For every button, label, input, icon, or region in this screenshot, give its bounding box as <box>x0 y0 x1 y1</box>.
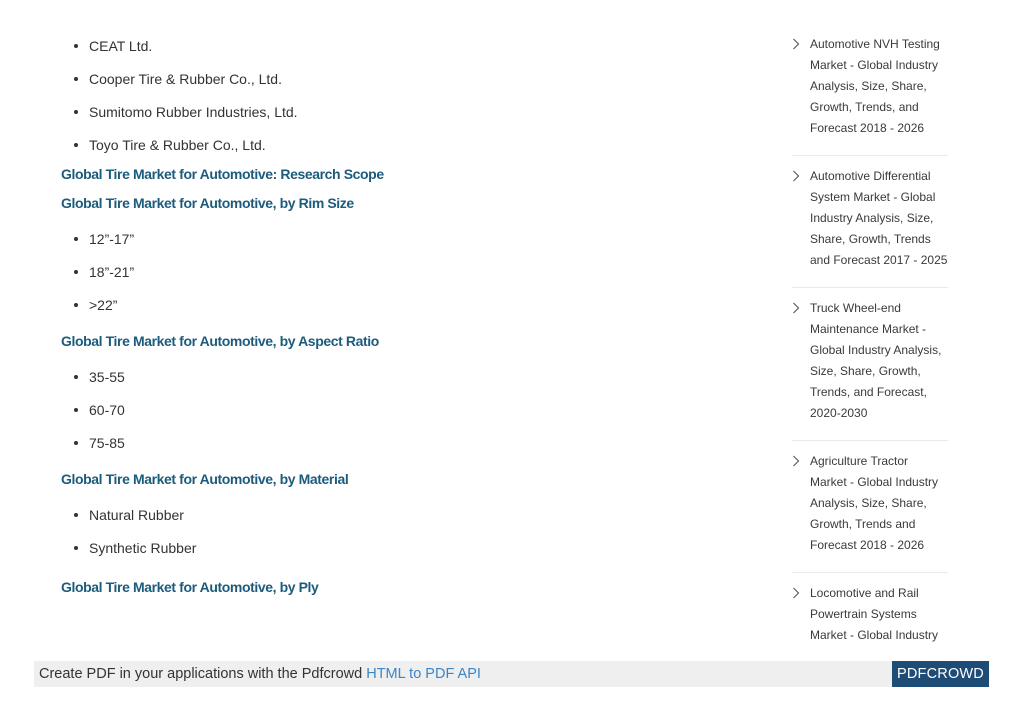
related-reports-sidebar <box>792 34 948 656</box>
list-item: Synthetic Rubber <box>61 538 761 577</box>
list-item: >22” <box>61 295 761 331</box>
chevron-right-icon <box>792 587 800 599</box>
list-item: Toyo Tire & Rubber Co., Ltd. <box>61 135 761 164</box>
ply-heading: Global Tire Market for Automotive, by Ply <box>61 579 319 595</box>
sidebar-item-link[interactable]: Automotive NVH Testing Market - Global Industry Analysis, Size, Share, Growth, Trends, and Forecast 2018 - 2026 <box>810 37 940 135</box>
sidebar-item[interactable] <box>792 451 948 573</box>
pdfcrowd-brand-button[interactable]: PDFCROWD <box>892 661 989 687</box>
rim-size-heading: Global Tire Market for Automotive, by Rim Size <box>61 195 354 211</box>
sidebar-item-link[interactable]: Agriculture Tractor Market - Global Industry Analysis, Size, Share, Growth, Trends and Forecast 2018 - 2026 <box>810 454 939 552</box>
chevron-right-icon <box>792 302 800 314</box>
main-content <box>61 36 761 597</box>
sidebar-item-link[interactable]: Automotive Differential System Market - Global Industry Analysis, Size, Share, Growth, Trends and Forecast 2017 - 2025 <box>810 169 948 267</box>
footer-text <box>39 665 481 683</box>
aspect-ratio-list <box>61 367 761 469</box>
list-item: 18”-21” <box>61 262 761 295</box>
aspect-ratio-heading: Global Tire Market for Automotive, by Aspect Ratio <box>61 333 379 349</box>
sidebar-item[interactable] <box>792 583 948 646</box>
chevron-right-icon <box>792 170 800 182</box>
list-item: 12”-17” <box>61 229 761 262</box>
company-list <box>61 36 761 164</box>
chevron-right-icon <box>792 38 800 50</box>
sidebar-item[interactable] <box>792 166 948 288</box>
material-list <box>61 505 761 577</box>
list-item: 75-85 <box>61 433 761 469</box>
sidebar-item-link[interactable]: Truck Wheel-end Maintenance Market - Global Industry Analysis, Size, Share, Growth, Trends, and Forecast, 2020-2030 <box>810 301 942 420</box>
list-item: CEAT Ltd. <box>61 36 761 69</box>
research-scope-heading: Global Tire Market for Automotive: Research Scope <box>61 166 384 182</box>
list-item: Sumitomo Rubber Industries, Ltd. <box>61 102 761 135</box>
list-item: Natural Rubber <box>61 505 761 538</box>
list-item: Cooper Tire & Rubber Co., Ltd. <box>61 69 761 102</box>
sidebar-item[interactable] <box>792 34 948 156</box>
material-heading: Global Tire Market for Automotive, by Material <box>61 471 349 487</box>
pdfcrowd-footer-bar <box>34 661 989 687</box>
list-item: 60-70 <box>61 400 761 433</box>
footer-text-label: Create PDF in your applications with the Pdfcrowd <box>39 666 367 682</box>
sidebar-item-link[interactable]: Locomotive and Rail Powertrain Systems Market - Global Industry <box>810 586 939 642</box>
chevron-right-icon <box>792 455 800 467</box>
list-item: 35-55 <box>61 367 761 400</box>
rim-size-list <box>61 229 761 331</box>
sidebar-item[interactable] <box>792 298 948 441</box>
html-to-pdf-api-link[interactable]: HTML to PDF API <box>366 666 481 682</box>
